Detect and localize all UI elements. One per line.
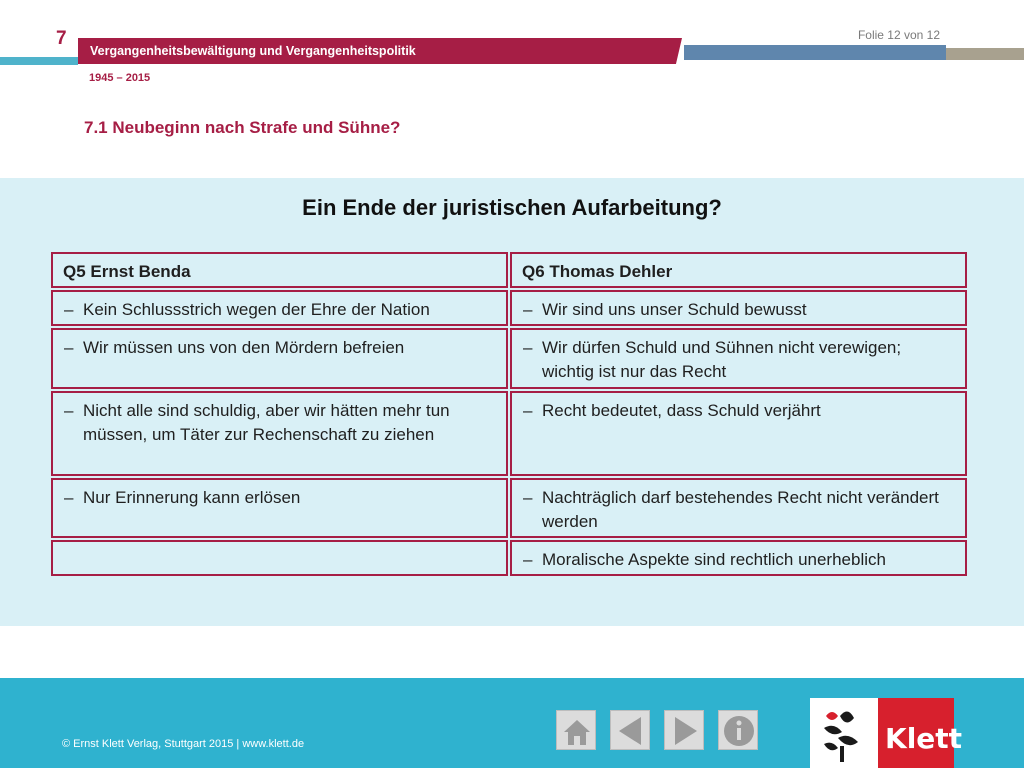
home-button[interactable] — [556, 710, 596, 750]
table-cell-right — [510, 478, 967, 538]
decorative-stripe-gray — [946, 48, 1024, 60]
cell-text: Wir dürfen Schuld und Sühnen nicht verewigen; wichtig ist nur das Recht — [542, 338, 902, 381]
table-cell-left — [51, 391, 508, 476]
previous-icon — [611, 711, 651, 751]
table-cell-right — [510, 391, 967, 476]
table-cell-left — [51, 290, 508, 326]
decorative-stripe-left — [0, 57, 78, 65]
cell-text: Nur Erinnerung kann erlösen — [83, 488, 301, 507]
section-title: 7.1 Neubeginn nach Strafe und Sühne? — [84, 118, 401, 137]
bullet-dash: – — [64, 338, 74, 357]
table-cell-left — [51, 478, 508, 538]
bullet-dash: – — [64, 401, 74, 420]
klett-logo-text: Klett — [885, 722, 963, 755]
column-header-q6 — [510, 252, 967, 288]
info-button[interactable] — [718, 710, 758, 750]
cell-text: Wir müssen uns von den Mördern befreien — [83, 338, 405, 357]
bullet-dash: – — [523, 488, 533, 507]
column-header-label: Q5 Ernst Benda — [63, 262, 191, 281]
table-cell-left-empty — [51, 540, 508, 576]
slide-heading: Ein Ende der juristischen Aufarbeitung? — [302, 195, 722, 220]
years-label: 1945 – 2015 — [89, 72, 151, 84]
next-icon — [665, 711, 705, 751]
band-title: Vergangenheitsbewältigung und Vergangenheitspolitik — [90, 44, 416, 58]
next-button[interactable] — [664, 710, 704, 750]
cell-text: Moralische Aspekte sind rechtlich unerheblich — [542, 550, 886, 569]
cell-text: Wir sind uns unser Schuld bewusst — [542, 300, 807, 319]
table-cell-right — [510, 328, 967, 389]
slide-header — [0, 0, 1024, 172]
chapter-number: 7 — [56, 28, 67, 49]
bullet-dash: – — [523, 338, 533, 357]
bullet-dash: – — [64, 300, 74, 319]
column-header-q5 — [51, 252, 508, 288]
bullet-dash: – — [523, 401, 533, 420]
klett-emblem-icon — [810, 698, 878, 768]
decorative-stripe-blue — [684, 45, 946, 60]
table-cell-right — [510, 540, 967, 576]
cell-text: Nachträglich darf bestehendes Recht nicht verändert werden — [542, 488, 939, 531]
previous-button[interactable] — [610, 710, 650, 750]
bullet-dash: – — [64, 488, 74, 507]
info-icon — [719, 711, 759, 751]
slide-counter: Folie 12 von 12 — [857, 28, 940, 42]
cell-text: Recht bedeutet, dass Schuld verjährt — [542, 401, 821, 420]
table-cell-right — [510, 290, 967, 326]
column-header-label: Q6 Thomas Dehler — [522, 262, 673, 281]
cell-text: Nicht alle sind schuldig, aber wir hätten mehr tun müssen, um Täter zur Rechenschaft zu ziehen — [83, 401, 450, 444]
bullet-dash: – — [523, 550, 533, 569]
copyright-text: © Ernst Klett Verlag, Stuttgart 2015 | www.klett.de — [62, 738, 305, 750]
cell-text: Kein Schlussstrich wegen der Ehre der Nation — [83, 300, 430, 319]
home-icon — [557, 711, 597, 751]
table-cell-left — [51, 328, 508, 389]
bullet-dash: – — [523, 300, 533, 319]
